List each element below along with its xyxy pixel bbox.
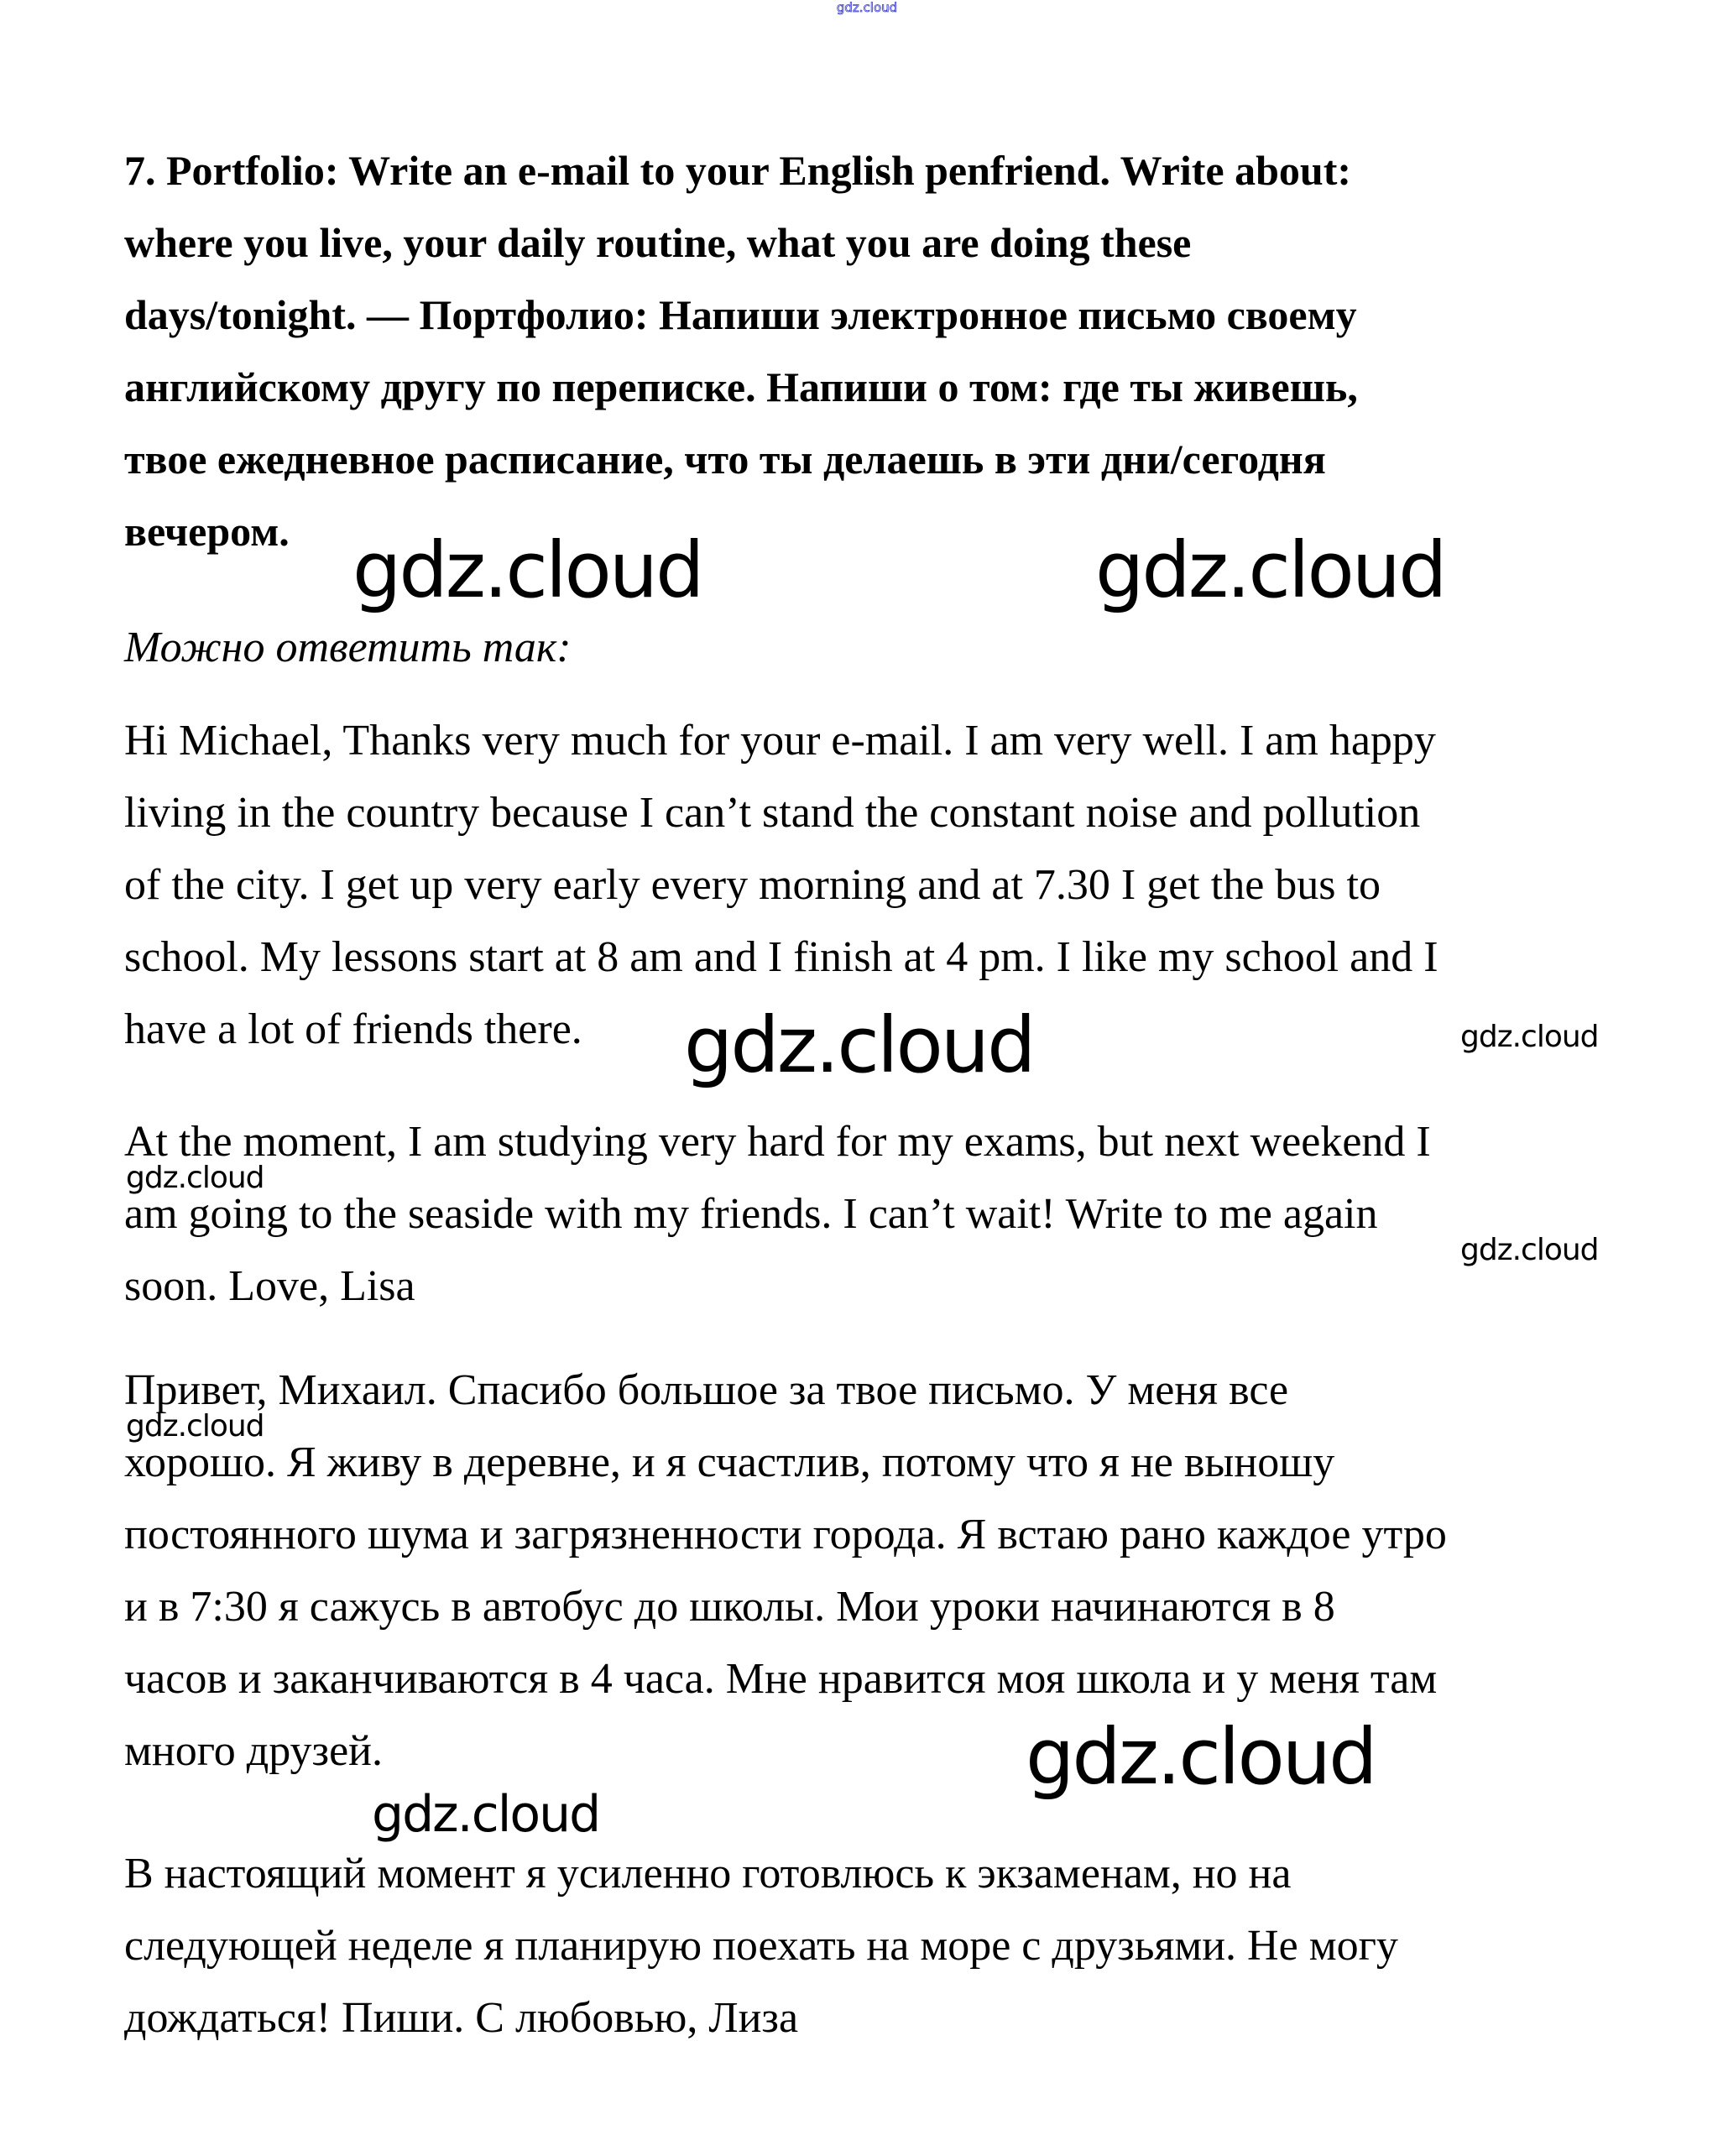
task-line: 7. Portfolio: Write an e-mail to your English penfriend. Write about: <box>124 147 1352 194</box>
text-line: постоянного шума и загрязненности города. Я встаю рано каждое утро <box>124 1511 1447 1558</box>
task-heading <box>124 134 1618 567</box>
text-line: am going to the seaside with my friends. I can’t wait! Write to me again <box>124 1190 1378 1238</box>
task-line: твое ежедневное расписание, что ты делаешь в эти дни/сегодня <box>124 436 1326 483</box>
text-line: следующей неделе я планирую поехать на море с друзьями. Не могу <box>124 1922 1398 1970</box>
answer-en-paragraph-2 <box>124 1106 1635 1323</box>
watermark: gdz.cloud <box>684 1000 1034 1090</box>
text-line: school. My lessons start at 8 am and I finish at 4 pm. I like my school and I <box>124 933 1438 981</box>
text-line: и в 7:30 я сажусь в автобус до школы. Мои уроки начинаются в 8 <box>124 1583 1335 1631</box>
watermark: gdz.cloud <box>1095 525 1445 615</box>
text-line: хорошо. Я живу в деревне, и я счастлив, потому что я не выношу <box>124 1438 1335 1486</box>
text-line: много друзей. <box>124 1727 383 1775</box>
text-line: дождаться! Пиши. С любовью, Лиза <box>124 1994 799 2042</box>
watermark: gdz.cloud <box>126 1409 264 1443</box>
text-line: Hi Michael, Thanks very much for your e-mail. I am very well. I am happy <box>124 717 1436 765</box>
task-line: days/tonight. — Портфолио: Напиши электронное письмо своему <box>124 291 1357 338</box>
answer-intro: Можно ответить так: <box>124 624 572 671</box>
text-line: Привет, Михаил. Спасибо большое за твое письмо. У меня все <box>124 1366 1289 1414</box>
watermark: gdz.cloud <box>1460 1233 1599 1267</box>
text-line: of the city. I get up very early every morning and at 7.30 I get the bus to <box>124 861 1381 909</box>
task-line: where you live, your daily routine, what you are doing these <box>124 219 1192 266</box>
header-watermark: gdz.cloud <box>836 0 898 15</box>
watermark: gdz.cloud <box>126 1161 264 1195</box>
task-line: вечером. <box>124 508 290 555</box>
text-line: часов и заканчиваются в 4 часа. Мне нравится моя школа и у меня там <box>124 1655 1438 1703</box>
answer-ru-paragraph-2 <box>124 1838 1635 2054</box>
watermark: gdz.cloud <box>1460 1020 1599 1054</box>
text-line: have a lot of friends there. <box>124 1005 582 1053</box>
watermark: gdz.cloud <box>372 1785 600 1844</box>
text-line: soon. Love, Lisa <box>124 1262 415 1310</box>
watermark: gdz.cloud <box>352 525 702 615</box>
text-line: В настоящий момент я усиленно готовлюсь к экзаменам, но на <box>124 1850 1292 1898</box>
answer-ru-paragraph-1 <box>124 1355 1635 1788</box>
watermark: gdz.cloud <box>1026 1712 1376 1802</box>
task-line: английскому другу по переписке. Напиши о том: где ты живешь, <box>124 363 1358 410</box>
text-line: living in the country because I can’t stand the constant noise and pollution <box>124 789 1421 837</box>
text-line: At the moment, I am studying very hard for my exams, but next weekend I <box>124 1118 1431 1166</box>
